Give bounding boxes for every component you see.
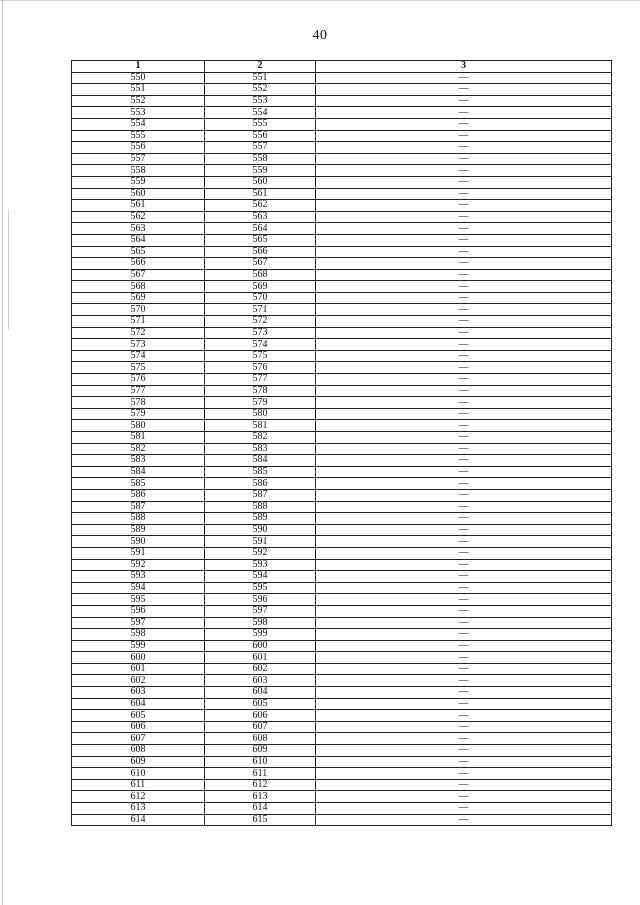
table-cell-col2: 566 — [205, 246, 316, 258]
table-cell-col2: 606 — [205, 710, 316, 722]
table-cell-col1: 595 — [72, 594, 205, 606]
table-row — [72, 107, 612, 119]
table-row — [72, 698, 612, 710]
table-cell-col1: 585 — [72, 478, 205, 490]
table-cell-col2: 587 — [205, 489, 316, 501]
table-cell-col3: — — [316, 374, 612, 386]
table-cell-col2: 569 — [205, 281, 316, 293]
table-cell-col1: 598 — [72, 629, 205, 641]
table-cell-col3: — — [316, 605, 612, 617]
table-cell-col2: 593 — [205, 559, 316, 571]
table-cell-col3: — — [316, 547, 612, 559]
table-row — [72, 408, 612, 420]
table-cell-col3: — — [316, 455, 612, 467]
table-row — [72, 605, 612, 617]
table-cell-col1: 611 — [72, 779, 205, 791]
table-cell-col3: — — [316, 362, 612, 374]
table-cell-col1: 587 — [72, 501, 205, 513]
table-cell-col3: — — [316, 466, 612, 478]
table-cell-col2: 583 — [205, 443, 316, 455]
table-cell-col1: 574 — [72, 350, 205, 362]
table-cell-col1: 566 — [72, 258, 205, 270]
table-cell-col2: 581 — [205, 420, 316, 432]
table-cell-col3: — — [316, 489, 612, 501]
table-cell-col3: — — [316, 118, 612, 130]
table-row — [72, 397, 612, 409]
table-row — [72, 559, 612, 571]
scan-edge-left-inner — [8, 210, 9, 330]
table-cell-col2: 611 — [205, 768, 316, 780]
table-row — [72, 513, 612, 525]
table-cell-col3: — — [316, 652, 612, 664]
table-cell-col1: 556 — [72, 142, 205, 154]
table-row — [72, 350, 612, 362]
table-cell-col2: 594 — [205, 571, 316, 583]
table-cell-col1: 569 — [72, 292, 205, 304]
table-cell-col2: 592 — [205, 547, 316, 559]
table-cell-col2: 558 — [205, 153, 316, 165]
table-cell-col1: 570 — [72, 304, 205, 316]
table-cell-col2: 559 — [205, 165, 316, 177]
table-cell-col2: 553 — [205, 95, 316, 107]
table-cell-col3: — — [316, 443, 612, 455]
table-row — [72, 176, 612, 188]
table-row — [72, 304, 612, 316]
table-cell-col1: 605 — [72, 710, 205, 722]
table-cell-col3: — — [316, 513, 612, 525]
scan-edge-left — [2, 0, 3, 905]
table-cell-col3: — — [316, 200, 612, 212]
table-cell-col2: 608 — [205, 733, 316, 745]
table-cell-col3: — — [316, 246, 612, 258]
table-cell-col2: 571 — [205, 304, 316, 316]
table-cell-col2: 575 — [205, 350, 316, 362]
table-cell-col1: 552 — [72, 95, 205, 107]
table-row — [72, 153, 612, 165]
table-cell-col2: 573 — [205, 327, 316, 339]
table-cell-col2: 576 — [205, 362, 316, 374]
table-cell-col3: — — [316, 768, 612, 780]
table-cell-col3: — — [316, 385, 612, 397]
table-cell-col1: 578 — [72, 397, 205, 409]
table-cell-col1: 571 — [72, 316, 205, 328]
table-row — [72, 130, 612, 142]
table-row — [72, 791, 612, 803]
table-row — [72, 617, 612, 629]
table-row — [72, 374, 612, 386]
table-cell-col3: — — [316, 536, 612, 548]
table-cell-col2: 595 — [205, 582, 316, 594]
table-cell-col2: 577 — [205, 374, 316, 386]
table-cell-col2: 609 — [205, 745, 316, 757]
table-cell-col2: 589 — [205, 513, 316, 525]
table-row — [72, 779, 612, 791]
table-cell-col1: 572 — [72, 327, 205, 339]
table-cell-col1: 567 — [72, 269, 205, 281]
table-cell-col3: — — [316, 397, 612, 409]
table-cell-col3: — — [316, 501, 612, 513]
table-cell-col1: 589 — [72, 524, 205, 536]
table-cell-col2: 574 — [205, 339, 316, 351]
table-cell-col2: 556 — [205, 130, 316, 142]
table-cell-col3: — — [316, 316, 612, 328]
table-cell-col1: 576 — [72, 374, 205, 386]
table-cell-col1: 592 — [72, 559, 205, 571]
table-cell-col3: — — [316, 629, 612, 641]
table-row — [72, 339, 612, 351]
table-cell-col3: — — [316, 339, 612, 351]
table-cell-col3: — — [316, 350, 612, 362]
table-cell-col1: 581 — [72, 432, 205, 444]
table-row — [72, 710, 612, 722]
table-cell-col2: 607 — [205, 721, 316, 733]
table-cell-col2: 590 — [205, 524, 316, 536]
table-cell-col1: 594 — [72, 582, 205, 594]
table-row — [72, 547, 612, 559]
table-cell-col2: 560 — [205, 176, 316, 188]
table-cell-col1: 607 — [72, 733, 205, 745]
table-cell-col1: 568 — [72, 281, 205, 293]
table-cell-col2: 567 — [205, 258, 316, 270]
table-cell-col1: 579 — [72, 408, 205, 420]
table-row — [72, 536, 612, 548]
table-cell-col1: 582 — [72, 443, 205, 455]
table-cell-col1: 608 — [72, 745, 205, 757]
table-row — [72, 756, 612, 768]
table-cell-col2: 598 — [205, 617, 316, 629]
table-cell-col1: 597 — [72, 617, 205, 629]
table-cell-col2: 615 — [205, 814, 316, 826]
table-cell-col2: 572 — [205, 316, 316, 328]
table-row — [72, 316, 612, 328]
table-cell-col3: — — [316, 130, 612, 142]
table-cell-col2: 601 — [205, 652, 316, 664]
table-cell-col3: — — [316, 559, 612, 571]
table-cell-col1: 612 — [72, 791, 205, 803]
table-cell-col3: — — [316, 478, 612, 490]
table-row — [72, 292, 612, 304]
table-row — [72, 211, 612, 223]
table-cell-col1: 558 — [72, 165, 205, 177]
table-cell-col3: — — [316, 803, 612, 815]
table-cell-col1: 565 — [72, 246, 205, 258]
table-cell-col3: — — [316, 733, 612, 745]
table-cell-col1: 550 — [72, 72, 205, 84]
table-cell-col2: 582 — [205, 432, 316, 444]
table-row — [72, 188, 612, 200]
table-cell-col3: — — [316, 582, 612, 594]
table-cell-col3: — — [316, 617, 612, 629]
table-cell-col1: 593 — [72, 571, 205, 583]
number-table-container — [71, 60, 611, 826]
table-row — [72, 258, 612, 270]
table-row — [72, 652, 612, 664]
table-row — [72, 72, 612, 84]
table-row — [72, 223, 612, 235]
table-row — [72, 84, 612, 96]
table-cell-col1: 591 — [72, 547, 205, 559]
table-cell-col1: 599 — [72, 640, 205, 652]
table-row — [72, 327, 612, 339]
table-row — [72, 385, 612, 397]
table-cell-col2: 563 — [205, 211, 316, 223]
table-row — [72, 118, 612, 130]
table-cell-col3: — — [316, 675, 612, 687]
table-row — [72, 629, 612, 641]
table-row — [72, 501, 612, 513]
table-cell-col3: — — [316, 292, 612, 304]
table-cell-col3: — — [316, 814, 612, 826]
table-cell-col2: 597 — [205, 605, 316, 617]
table-cell-col1: 561 — [72, 200, 205, 212]
table-cell-col2: 554 — [205, 107, 316, 119]
table-header — [72, 61, 612, 73]
table-row — [72, 246, 612, 258]
table-row — [72, 768, 612, 780]
table-row — [72, 733, 612, 745]
table-cell-col2: 564 — [205, 223, 316, 235]
table-row — [72, 142, 612, 154]
table-cell-col2: 586 — [205, 478, 316, 490]
table-row — [72, 269, 612, 281]
table-cell-col3: — — [316, 281, 612, 293]
table-cell-col1: 596 — [72, 605, 205, 617]
table-cell-col2: 562 — [205, 200, 316, 212]
table-cell-col3: — — [316, 420, 612, 432]
table-cell-col1: 586 — [72, 489, 205, 501]
table-cell-col2: 596 — [205, 594, 316, 606]
table-cell-col2: 561 — [205, 188, 316, 200]
table-row — [72, 478, 612, 490]
table-cell-col3: — — [316, 176, 612, 188]
table-cell-col3: — — [316, 211, 612, 223]
column-header-2: 2 — [205, 61, 316, 73]
table-cell-col3: — — [316, 234, 612, 246]
table-cell-col3: — — [316, 304, 612, 316]
table-cell-col2: 591 — [205, 536, 316, 548]
table-cell-col1: 603 — [72, 687, 205, 699]
table-cell-col3: — — [316, 663, 612, 675]
table-row — [72, 640, 612, 652]
table-cell-col2: 578 — [205, 385, 316, 397]
table-row — [72, 675, 612, 687]
table-cell-col3: — — [316, 710, 612, 722]
table-cell-col2: 602 — [205, 663, 316, 675]
table-cell-col2: 555 — [205, 118, 316, 130]
table-cell-col1: 564 — [72, 234, 205, 246]
table-cell-col2: 614 — [205, 803, 316, 815]
table-cell-col3: — — [316, 84, 612, 96]
table-row — [72, 443, 612, 455]
column-header-3: 3 — [316, 61, 612, 73]
table-row — [72, 524, 612, 536]
table-cell-col2: 610 — [205, 756, 316, 768]
table-cell-col2: 585 — [205, 466, 316, 478]
table-cell-col1: 555 — [72, 130, 205, 142]
table-cell-col1: 602 — [72, 675, 205, 687]
table-row — [72, 281, 612, 293]
table-row — [72, 803, 612, 815]
table-cell-col3: — — [316, 594, 612, 606]
table-cell-col1: 613 — [72, 803, 205, 815]
table-cell-col1: 584 — [72, 466, 205, 478]
table-cell-col1: 601 — [72, 663, 205, 675]
table-body — [72, 72, 612, 826]
table-row — [72, 234, 612, 246]
table-cell-col3: — — [316, 408, 612, 420]
table-cell-col1: 573 — [72, 339, 205, 351]
table-row — [72, 95, 612, 107]
table-cell-col1: 588 — [72, 513, 205, 525]
table-cell-col3: — — [316, 756, 612, 768]
table-cell-col1: 583 — [72, 455, 205, 467]
table-cell-col1: 600 — [72, 652, 205, 664]
table-cell-col3: — — [316, 95, 612, 107]
table-cell-col3: — — [316, 258, 612, 270]
table-cell-col3: — — [316, 698, 612, 710]
table-cell-col2: 565 — [205, 234, 316, 246]
table-cell-col2: 557 — [205, 142, 316, 154]
table-cell-col3: — — [316, 571, 612, 583]
table-cell-col2: 579 — [205, 397, 316, 409]
table-cell-col1: 575 — [72, 362, 205, 374]
table-cell-col2: 599 — [205, 629, 316, 641]
table-cell-col1: 560 — [72, 188, 205, 200]
table-cell-col1: 590 — [72, 536, 205, 548]
table-cell-col3: — — [316, 188, 612, 200]
table-row — [72, 571, 612, 583]
table-cell-col3: — — [316, 687, 612, 699]
table-cell-col3: — — [316, 432, 612, 444]
table-row — [72, 814, 612, 826]
table-cell-col3: — — [316, 524, 612, 536]
table-cell-col2: 580 — [205, 408, 316, 420]
table-row — [72, 420, 612, 432]
table-cell-col2: 588 — [205, 501, 316, 513]
table-cell-col2: 600 — [205, 640, 316, 652]
table-cell-col1: 604 — [72, 698, 205, 710]
table-cell-col2: 551 — [205, 72, 316, 84]
table-cell-col3: — — [316, 107, 612, 119]
scan-edge-top — [0, 0, 640, 1]
table-cell-col2: 603 — [205, 675, 316, 687]
table-row — [72, 200, 612, 212]
table-cell-col1: 610 — [72, 768, 205, 780]
table-cell-col3: — — [316, 72, 612, 84]
table-cell-col1: 559 — [72, 176, 205, 188]
table-cell-col2: 613 — [205, 791, 316, 803]
table-row — [72, 489, 612, 501]
table-cell-col3: — — [316, 721, 612, 733]
table-cell-col3: — — [316, 165, 612, 177]
table-cell-col1: 554 — [72, 118, 205, 130]
page-number: 40 — [312, 28, 328, 43]
table-cell-col2: 568 — [205, 269, 316, 281]
table-row — [72, 455, 612, 467]
table-cell-col2: 570 — [205, 292, 316, 304]
table-cell-col3: — — [316, 640, 612, 652]
table-cell-col2: 604 — [205, 687, 316, 699]
table-row — [72, 466, 612, 478]
table-row — [72, 432, 612, 444]
table-row — [72, 362, 612, 374]
table-row — [72, 745, 612, 757]
table-cell-col1: 551 — [72, 84, 205, 96]
table-cell-col3: — — [316, 223, 612, 235]
table-cell-col3: — — [316, 269, 612, 281]
table-cell-col2: 612 — [205, 779, 316, 791]
table-row — [72, 582, 612, 594]
table-row — [72, 165, 612, 177]
table-cell-col3: — — [316, 779, 612, 791]
table-cell-col1: 609 — [72, 756, 205, 768]
number-table — [71, 60, 612, 826]
table-cell-col1: 557 — [72, 153, 205, 165]
table-cell-col3: — — [316, 153, 612, 165]
column-header-1: 1 — [72, 61, 205, 73]
table-cell-col1: 580 — [72, 420, 205, 432]
table-row — [72, 721, 612, 733]
table-cell-col2: 605 — [205, 698, 316, 710]
table-cell-col1: 553 — [72, 107, 205, 119]
table-cell-col1: 606 — [72, 721, 205, 733]
table-cell-col1: 614 — [72, 814, 205, 826]
table-cell-col1: 577 — [72, 385, 205, 397]
table-cell-col3: — — [316, 142, 612, 154]
table-row — [72, 663, 612, 675]
table-cell-col2: 552 — [205, 84, 316, 96]
header-row — [72, 61, 612, 73]
table-cell-col1: 563 — [72, 223, 205, 235]
table-cell-col3: — — [316, 745, 612, 757]
table-cell-col3: — — [316, 791, 612, 803]
table-cell-col3: — — [316, 327, 612, 339]
table-row — [72, 594, 612, 606]
table-cell-col2: 584 — [205, 455, 316, 467]
table-cell-col1: 562 — [72, 211, 205, 223]
table-row — [72, 687, 612, 699]
